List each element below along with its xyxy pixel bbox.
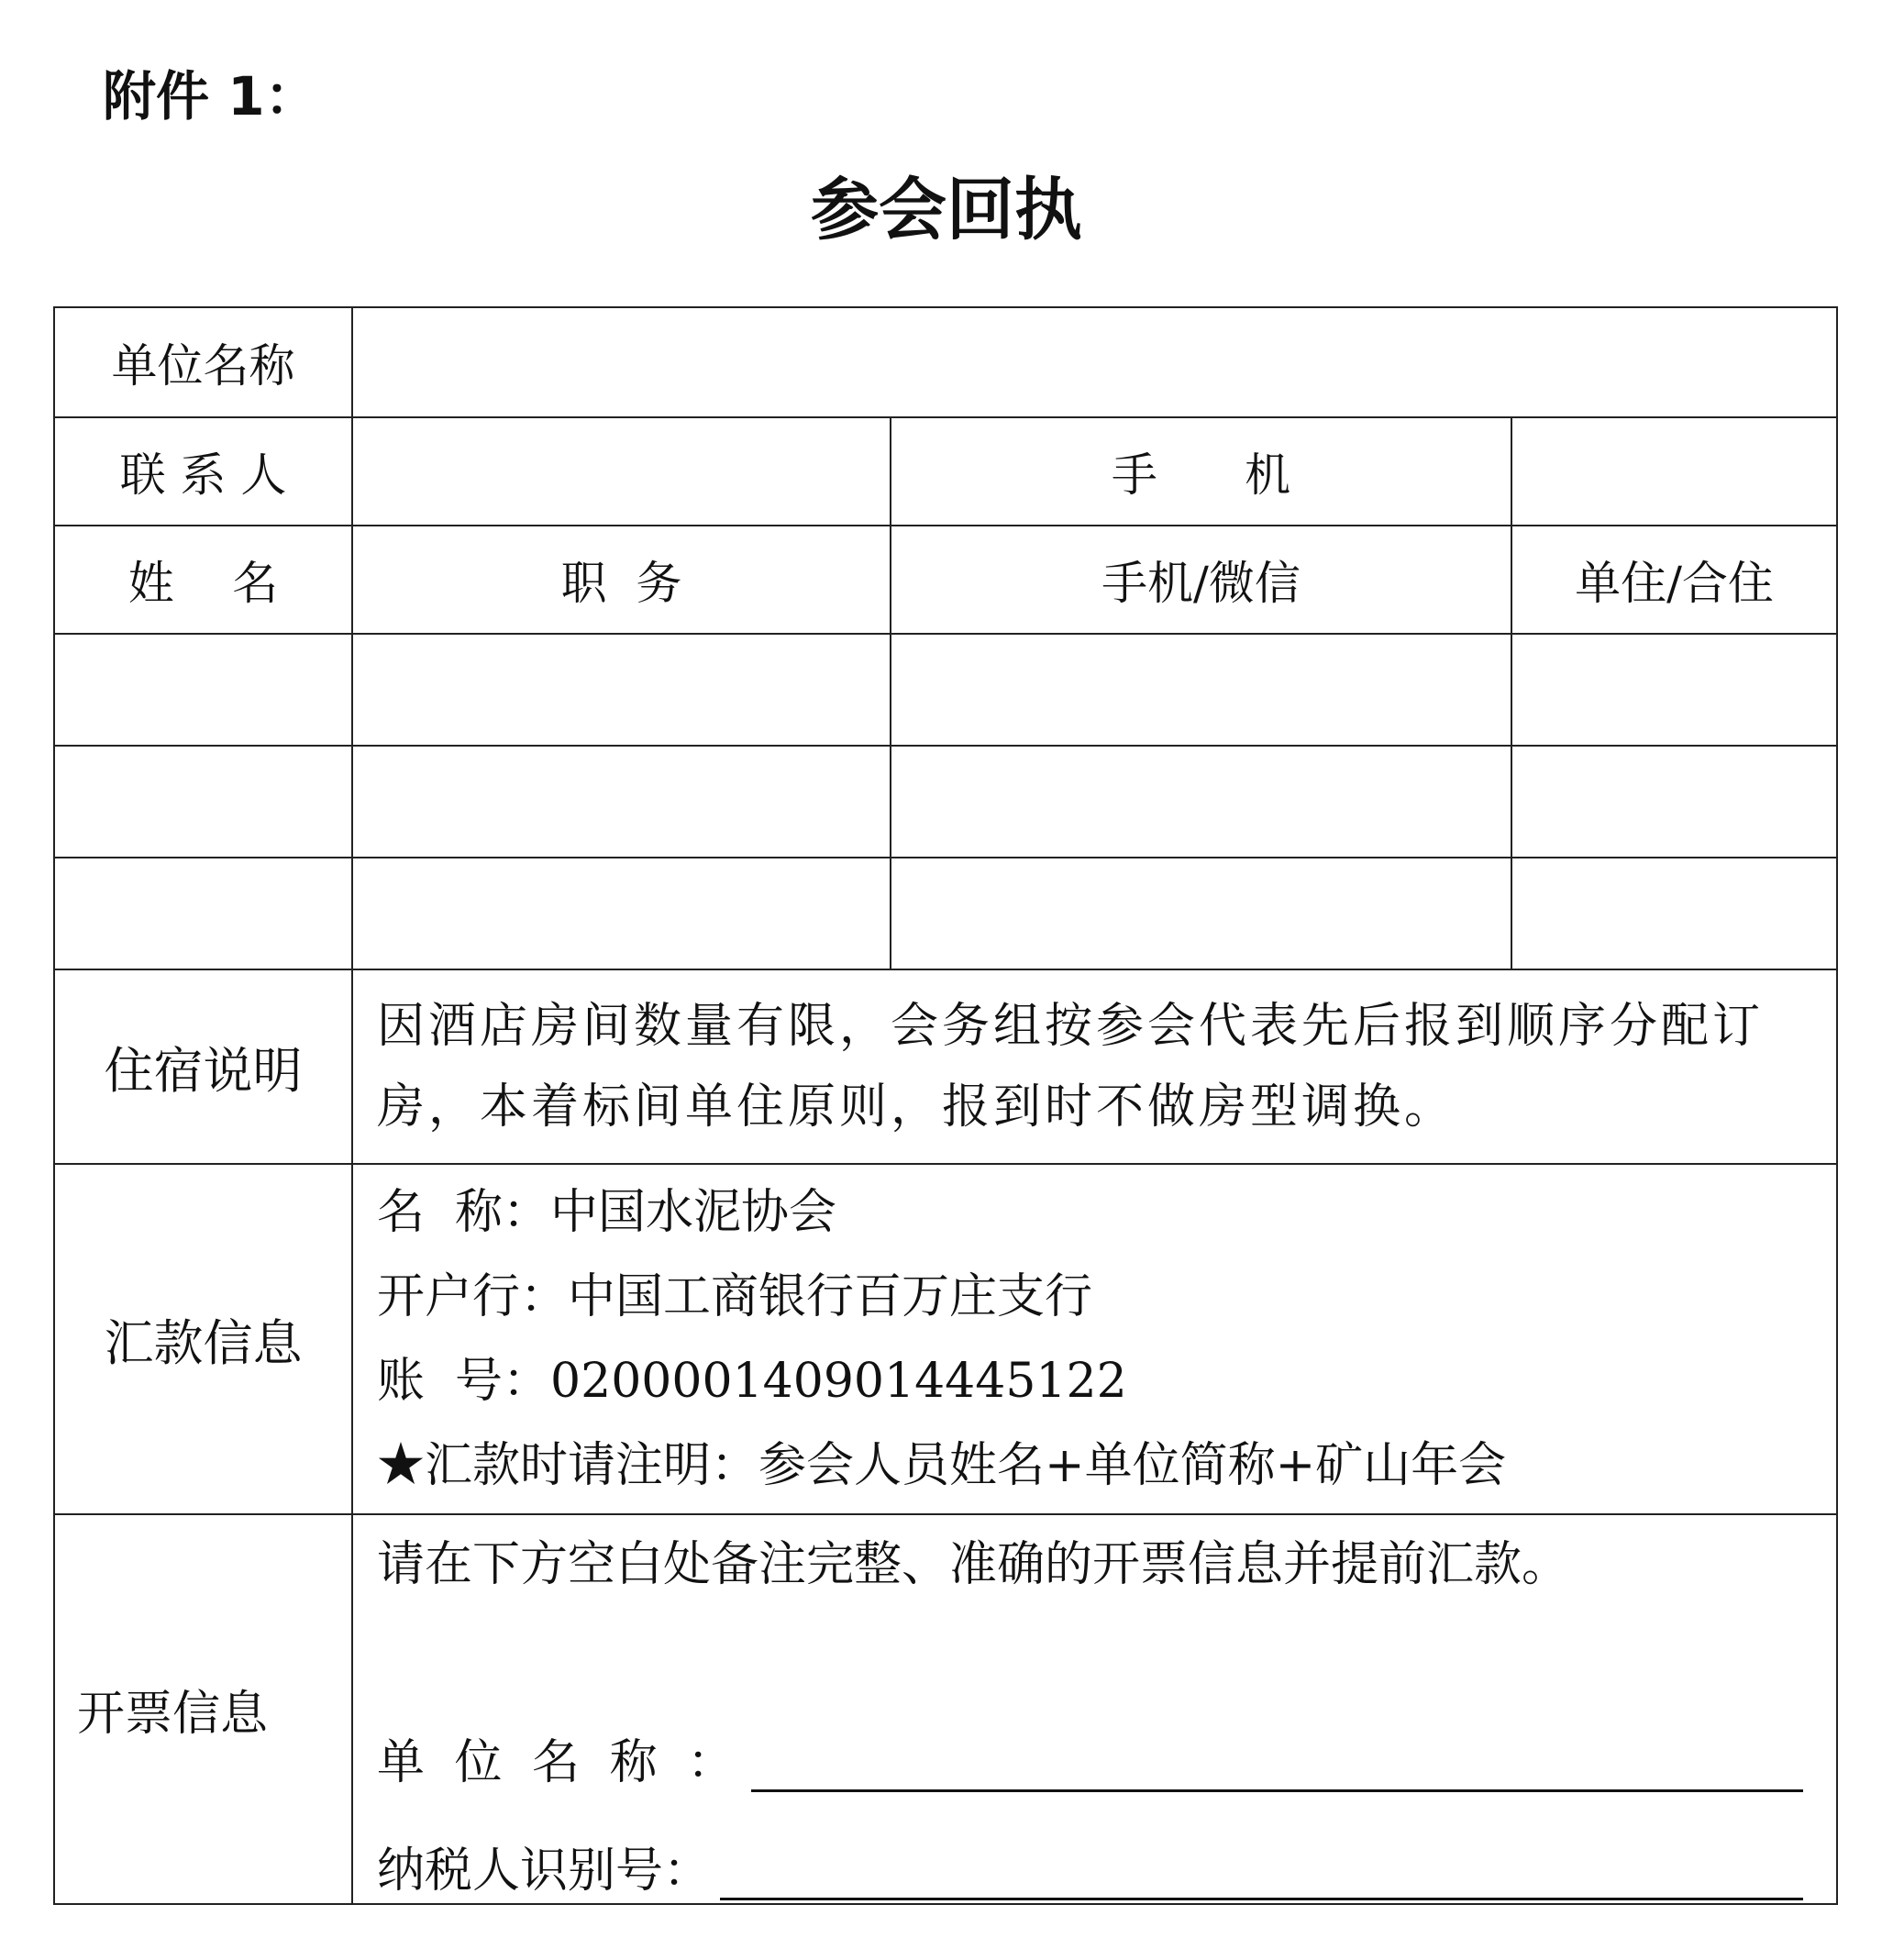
invoice-tax-id-label: 纳税人识别号：: [377, 1844, 712, 1899]
attendee-name-cell[interactable]: [54, 634, 352, 746]
invoice-unit-name-field[interactable]: [751, 1734, 1803, 1792]
invoice-tax-id-row: [377, 1792, 1818, 1900]
bank-line: 开户行：中国工商银行百万庄支行: [377, 1269, 1093, 1324]
contact-row: [54, 417, 1837, 526]
mobile-label: 手 机: [891, 417, 1511, 526]
attendee-header-row: [54, 526, 1837, 634]
attendee-row: [54, 746, 1837, 858]
invoice-unit-name-row: [377, 1693, 1818, 1792]
attendee-room-cell[interactable]: [1511, 634, 1837, 746]
invoice-instruction: 请在下方空白处备注完整、准确的开票信息并提前汇款。: [377, 1537, 1570, 1592]
invoice-row: [54, 1514, 1837, 1904]
attendee-name-cell[interactable]: [54, 746, 352, 858]
attendee-name-cell[interactable]: [54, 858, 352, 969]
attendee-phone-cell[interactable]: [891, 858, 1511, 969]
accommodation-row: [54, 969, 1837, 1164]
attendee-row: [54, 858, 1837, 969]
unit-name-field[interactable]: [352, 307, 1837, 417]
attendee-room-cell[interactable]: [1511, 746, 1837, 858]
invoice-unit-name-label: 单 位 名 称 ：: [377, 1735, 743, 1790]
header-phone-wechat: 手机/微信: [891, 526, 1511, 634]
attendee-room-cell[interactable]: [1511, 858, 1837, 969]
invoice-label: 开票信息: [54, 1514, 352, 1904]
attendee-phone-cell[interactable]: [891, 746, 1511, 858]
attachment-label: 附件 1：: [103, 65, 318, 127]
invoice-content: [352, 1514, 1837, 1904]
unit-name-label: 单位名称: [54, 307, 352, 417]
mobile-field[interactable]: [1511, 417, 1837, 526]
remittance-note-line: ★汇款时请注明：参会人员姓名+单位简称+矿山年会: [377, 1438, 1507, 1493]
payee-name-line: 名 称：中国水泥协会: [377, 1185, 837, 1240]
attendee-row: [54, 634, 1837, 746]
contact-label: 联 系 人: [54, 417, 352, 526]
accommodation-label: 住宿说明: [54, 969, 352, 1164]
attendee-position-cell[interactable]: [352, 634, 891, 746]
header-position: 职 务: [352, 526, 891, 634]
attendee-position-cell[interactable]: [352, 746, 891, 858]
accommodation-text: 因酒店房间数量有限，会务组按参会代表先后报到顺序分配订房，本着标间单住原则，报到时不做房型调换。: [352, 969, 1837, 1164]
unit-name-row: [54, 307, 1837, 417]
remittance-row: [54, 1164, 1837, 1514]
attendee-phone-cell[interactable]: [891, 634, 1511, 746]
remittance-label: 汇款信息: [54, 1164, 352, 1514]
header-name: 姓 名: [54, 526, 352, 634]
contact-field[interactable]: [352, 417, 891, 526]
invoice-tax-id-field[interactable]: [720, 1843, 1803, 1900]
remittance-content: [352, 1164, 1837, 1514]
registration-form-table: [53, 306, 1838, 1905]
attendee-position-cell[interactable]: [352, 858, 891, 969]
header-room-type: 单住/合住: [1511, 526, 1837, 634]
form-title: 参会回执: [811, 171, 1082, 249]
account-line: 账 号：0200001409014445122: [377, 1354, 1127, 1409]
